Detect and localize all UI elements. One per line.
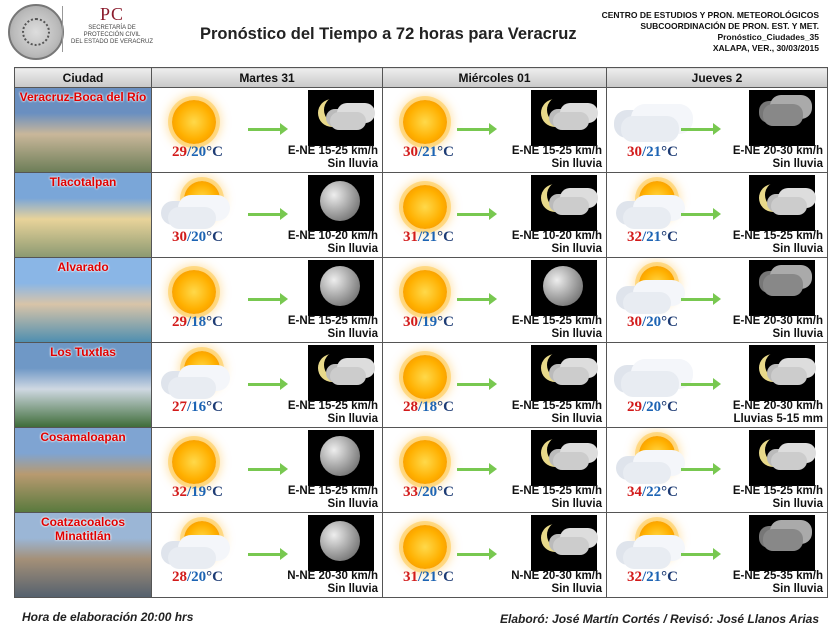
- temp-min: 21: [646, 229, 662, 245]
- temp-unit: °C: [437, 399, 455, 415]
- sun-icon: [162, 94, 226, 150]
- full-moon-icon: [320, 181, 360, 221]
- temp-unit: °C: [661, 399, 679, 415]
- sun-icon: [403, 270, 447, 314]
- table-row: [15, 173, 828, 258]
- temp-min: 20: [422, 484, 438, 500]
- table-row: [15, 343, 828, 428]
- logo-pc-text: PC: [99, 4, 125, 24]
- wind-text: E-NE 15-25 km/h: [511, 485, 602, 497]
- cloud-icon: [617, 94, 681, 150]
- rain-text: Sin lluvia: [772, 158, 823, 170]
- wind-text: E-NE 15-25 km/h: [732, 230, 823, 242]
- cloud-icon: [168, 547, 216, 569]
- wind-forecast: [733, 485, 823, 511]
- temp-unit: °C: [661, 484, 679, 500]
- temp-max: 32: [172, 484, 187, 500]
- rain-text: Sin lluvia: [772, 243, 823, 255]
- rain-text: Sin lluvia: [772, 583, 823, 595]
- rain-text: Lluvias 5-15 mm: [733, 413, 823, 425]
- night-cloud-icon: [553, 537, 589, 555]
- temp-slash: /: [642, 144, 647, 160]
- wind-text: E-NE 15-25 km/h: [287, 315, 378, 327]
- arrow-icon: [681, 128, 715, 131]
- temp-unit: °C: [661, 314, 679, 330]
- arrow-icon: [248, 128, 282, 131]
- arrow-icon: [681, 298, 715, 301]
- forecast-cell: [607, 513, 828, 598]
- moon-cloud-night-icon: [308, 90, 374, 146]
- temp-min: 22: [646, 484, 662, 500]
- temp-slash: /: [418, 229, 423, 245]
- temp-max: 32: [627, 229, 642, 245]
- temperature: [172, 144, 223, 161]
- column-header-day: Miércoles 01: [383, 68, 607, 88]
- logo-org-line: SECRETARÍA DE: [88, 25, 136, 31]
- wind-forecast: [288, 230, 378, 256]
- rain-text: Sin lluvia: [327, 158, 378, 170]
- sun-icon: [393, 94, 457, 150]
- moon-night-icon: [308, 175, 374, 231]
- temp-max: 30: [403, 314, 418, 330]
- wind-forecast: [512, 400, 602, 426]
- cloud-icon: [623, 207, 671, 229]
- sun-icon: [162, 434, 226, 490]
- arrow-icon: [681, 213, 715, 216]
- sun-cloud-icon: [617, 264, 681, 320]
- temp-min: 16: [191, 399, 207, 415]
- city-name: Cosamaloapan: [40, 430, 126, 444]
- moon-cloud-night-icon: [531, 430, 597, 486]
- temp-slash: /: [642, 314, 647, 330]
- temp-min: 20: [646, 314, 662, 330]
- city-name: Minatitlán: [55, 529, 111, 543]
- forecast-cell: [607, 173, 828, 258]
- wind-forecast: [288, 400, 378, 426]
- forecast-cell: [152, 513, 383, 598]
- rain-text: Sin lluvia: [327, 583, 378, 595]
- temp-unit: °C: [206, 399, 224, 415]
- temp-unit: °C: [661, 569, 679, 585]
- temp-unit: °C: [661, 144, 679, 160]
- temp-max: 33: [403, 484, 418, 500]
- sun-icon: [393, 519, 457, 575]
- forecast-cell: [383, 173, 607, 258]
- temp-unit: °C: [206, 314, 224, 330]
- sun-icon: [403, 440, 447, 484]
- table-row: [15, 513, 828, 598]
- cloud-icon: [623, 292, 671, 314]
- rain-text: Sin lluvia: [551, 158, 602, 170]
- wind-text: E-NE 10-20 km/h: [511, 230, 602, 242]
- logo-org-line: DEL ESTADO DE VERACRUZ: [70, 39, 153, 45]
- arrow-icon: [681, 383, 715, 386]
- institution-line: XALAPA, VER., 30/03/2015: [712, 43, 819, 53]
- city-name: Veracruz-Boca del Río: [19, 90, 147, 104]
- sun-icon: [393, 349, 457, 405]
- temp-min: 21: [422, 569, 438, 585]
- temp-max: 30: [627, 144, 642, 160]
- temp-slash: /: [418, 399, 423, 415]
- temp-max: 30: [627, 314, 642, 330]
- temp-slash: /: [187, 144, 192, 160]
- forecast-cell: [383, 258, 607, 343]
- temp-max: 31: [403, 229, 418, 245]
- temperature: [403, 484, 454, 501]
- arrow-icon: [457, 128, 491, 131]
- temperature: [403, 144, 454, 161]
- cloud-icon: [621, 116, 679, 142]
- temp-slash: /: [418, 484, 423, 500]
- temperature: [627, 229, 678, 246]
- temperature: [627, 314, 678, 331]
- wind-forecast: [511, 570, 602, 596]
- city-cell: [15, 428, 152, 513]
- sun-cloud-icon: [162, 349, 226, 405]
- temperature: [172, 569, 223, 586]
- wind-text: E-NE 25-35 km/h: [732, 570, 823, 582]
- temp-max: 29: [172, 144, 187, 160]
- wind-text: N-NE 20-30 km/h: [287, 570, 378, 582]
- night-cloud-icon: [553, 112, 589, 130]
- temperature: [172, 229, 223, 246]
- table-header-row: [15, 68, 828, 88]
- temp-slash: /: [187, 314, 192, 330]
- temp-unit: °C: [437, 229, 455, 245]
- arrow-icon: [248, 553, 282, 556]
- rain-text: Sin lluvia: [551, 328, 602, 340]
- forecast-cell: [152, 258, 383, 343]
- arrow-icon: [457, 553, 491, 556]
- wind-forecast: [733, 145, 823, 171]
- temp-slash: /: [187, 484, 192, 500]
- moon-cloud-night-icon: [531, 90, 597, 146]
- temp-unit: °C: [437, 314, 455, 330]
- institution-line: Pronóstico_Ciudades_35: [717, 32, 819, 42]
- temperature: [627, 569, 678, 586]
- night-cloud-icon: [771, 452, 807, 470]
- arrow-icon: [248, 298, 282, 301]
- city-name: Los Tuxtlas: [50, 345, 116, 359]
- temp-slash: /: [187, 569, 192, 585]
- rain-text: Sin lluvia: [772, 328, 823, 340]
- table-row: [15, 88, 828, 173]
- rain-text: Sin lluvia: [327, 243, 378, 255]
- temp-min: 21: [646, 569, 662, 585]
- authors-credit: Elaboró: José Martín Cortés / Revisó: José Llanos Arias: [500, 612, 819, 626]
- wind-forecast: [288, 485, 378, 511]
- wind-forecast: [512, 230, 602, 256]
- veracruz-seal-icon: [8, 4, 64, 60]
- temperature: [172, 484, 223, 501]
- temp-slash: /: [642, 569, 647, 585]
- wind-forecast: [287, 570, 378, 596]
- night-cloud-icon: [553, 367, 589, 385]
- wind-forecast: [733, 400, 823, 426]
- forecast-cell: [152, 88, 383, 173]
- column-header-day: Martes 31: [152, 68, 383, 88]
- city-cell: [15, 173, 152, 258]
- moon-cloud-night-icon: [531, 345, 597, 401]
- wind-forecast: [288, 145, 378, 171]
- sun-icon: [393, 434, 457, 490]
- temp-max: 30: [403, 144, 418, 160]
- temp-slash: /: [642, 484, 647, 500]
- temp-min: 20: [191, 229, 207, 245]
- temperature: [403, 399, 454, 416]
- forecast-cell: [607, 343, 828, 428]
- temp-min: 20: [191, 144, 207, 160]
- arrow-icon: [457, 298, 491, 301]
- logo-divider: [62, 6, 63, 52]
- sun-cloud-icon: [617, 434, 681, 490]
- temp-unit: °C: [206, 144, 224, 160]
- wind-text: E-NE 15-25 km/h: [287, 400, 378, 412]
- temp-min: 21: [422, 144, 438, 160]
- forecast-cell: [152, 343, 383, 428]
- table-row: [15, 258, 828, 343]
- arrow-icon: [681, 553, 715, 556]
- temp-min: 18: [422, 399, 438, 415]
- wind-forecast: [512, 485, 602, 511]
- moon-cloud-night-icon: [531, 515, 597, 571]
- temp-min: 20: [646, 399, 662, 415]
- full-moon-icon: [320, 266, 360, 306]
- institution-line: CENTRO DE ESTUDIOS Y PRON. METEOROLÓGICOS: [601, 10, 819, 20]
- wind-forecast: [288, 315, 378, 341]
- temp-min: 21: [422, 229, 438, 245]
- city-cell: [15, 343, 152, 428]
- rain-text: Sin lluvia: [327, 328, 378, 340]
- sun-icon: [403, 100, 447, 144]
- city-cell: [15, 88, 152, 173]
- arrow-icon: [457, 468, 491, 471]
- logo-org-line: PROTECCIÓN CIVIL: [83, 32, 141, 38]
- temperature: [627, 399, 678, 416]
- temp-slash: /: [187, 399, 192, 415]
- column-header-city: Ciudad: [15, 68, 152, 88]
- rain-text: Sin lluvia: [551, 413, 602, 425]
- dark-cloud-night-icon: [749, 515, 815, 571]
- moon-cloud-night-icon: [749, 175, 815, 231]
- arrow-icon: [457, 383, 491, 386]
- temperature: [403, 569, 454, 586]
- dark-cloud-icon: [763, 274, 803, 296]
- page-title: Pronóstico del Tiempo a 72 horas para Veracruz: [200, 25, 577, 43]
- wind-text: E-NE 20-30 km/h: [732, 400, 823, 412]
- moon-night-icon: [308, 515, 374, 571]
- wind-text: E-NE 15-25 km/h: [511, 145, 602, 157]
- wind-text: E-NE 15-25 km/h: [287, 485, 378, 497]
- sun-cloud-icon: [617, 519, 681, 575]
- rain-text: Sin lluvia: [551, 243, 602, 255]
- arrow-icon: [248, 213, 282, 216]
- sun-cloud-icon: [162, 179, 226, 235]
- temp-max: 28: [172, 569, 187, 585]
- cloud-icon: [168, 377, 216, 399]
- arrow-icon: [248, 383, 282, 386]
- wind-text: E-NE 15-25 km/h: [511, 315, 602, 327]
- night-cloud-icon: [330, 112, 366, 130]
- full-moon-icon: [320, 436, 360, 476]
- sun-icon: [403, 185, 447, 229]
- moon-night-icon: [308, 430, 374, 486]
- cloud-icon: [623, 462, 671, 484]
- sun-cloud-icon: [162, 519, 226, 575]
- sun-cloud-icon: [617, 179, 681, 235]
- moon-cloud-night-icon: [749, 430, 815, 486]
- temperature: [403, 314, 454, 331]
- rain-text: Sin lluvia: [772, 498, 823, 510]
- dark-cloud-night-icon: [749, 90, 815, 146]
- temp-max: 32: [627, 569, 642, 585]
- temp-unit: °C: [661, 229, 679, 245]
- moon-cloud-night-icon: [749, 345, 815, 401]
- temp-min: 21: [646, 144, 662, 160]
- forecast-cell: [383, 88, 607, 173]
- moon-night-icon: [531, 260, 597, 316]
- temperature: [627, 484, 678, 501]
- wind-text: E-NE 15-25 km/h: [287, 145, 378, 157]
- night-cloud-icon: [771, 197, 807, 215]
- arrow-icon: [248, 468, 282, 471]
- temp-slash: /: [642, 399, 647, 415]
- temp-slash: /: [187, 229, 192, 245]
- forecast-cell: [607, 258, 828, 343]
- arrow-icon: [681, 468, 715, 471]
- rain-text: Sin lluvia: [551, 583, 602, 595]
- institution-line: SUBCOORDINACIÓN DE PRON. EST. Y MET.: [640, 21, 819, 31]
- night-cloud-icon: [553, 197, 589, 215]
- night-cloud-icon: [771, 367, 807, 385]
- cloud-icon: [623, 547, 671, 569]
- night-cloud-icon: [330, 367, 366, 385]
- sun-icon: [172, 270, 216, 314]
- elaboration-time: Hora de elaboración 20:00 hrs: [22, 610, 194, 624]
- city-name: Alvarado: [57, 260, 109, 274]
- temp-max: 27: [172, 399, 187, 415]
- sun-icon: [393, 179, 457, 235]
- dark-cloud-night-icon: [749, 260, 815, 316]
- temp-slash: /: [418, 569, 423, 585]
- city-cell: [15, 258, 152, 343]
- temp-slash: /: [642, 229, 647, 245]
- cloud-icon: [621, 371, 679, 397]
- wind-text: N-NE 20-30 km/h: [511, 570, 602, 582]
- rain-text: Sin lluvia: [327, 498, 378, 510]
- temp-max: 34: [627, 484, 642, 500]
- sun-icon: [393, 264, 457, 320]
- temp-max: 31: [403, 569, 418, 585]
- city-cell: [15, 513, 152, 598]
- institution-block: [602, 10, 819, 54]
- temp-unit: °C: [206, 569, 224, 585]
- temp-unit: °C: [206, 229, 224, 245]
- temp-unit: °C: [437, 569, 455, 585]
- sun-icon: [403, 525, 447, 569]
- forecast-cell: [383, 343, 607, 428]
- full-moon-icon: [320, 521, 360, 561]
- temp-min: 18: [191, 314, 207, 330]
- cloud-icon: [168, 207, 216, 229]
- temp-max: 28: [403, 399, 418, 415]
- temp-unit: °C: [437, 484, 455, 500]
- temp-slash: /: [418, 144, 423, 160]
- moon-cloud-night-icon: [531, 175, 597, 231]
- wind-forecast: [512, 315, 602, 341]
- column-header-day: Jueves 2: [607, 68, 828, 88]
- temperature: [627, 144, 678, 161]
- sun-icon: [172, 100, 216, 144]
- dark-cloud-icon: [763, 529, 803, 551]
- full-moon-icon: [543, 266, 583, 306]
- wind-forecast: [733, 570, 823, 596]
- forecast-cell: [607, 428, 828, 513]
- sun-icon: [403, 355, 447, 399]
- cloud-icon: [617, 349, 681, 405]
- wind-text: E-NE 15-25 km/h: [511, 400, 602, 412]
- temp-max: 29: [627, 399, 642, 415]
- wind-text: E-NE 20-30 km/h: [732, 145, 823, 157]
- rain-text: Sin lluvia: [327, 413, 378, 425]
- page-header: [0, 0, 833, 66]
- arrow-icon: [457, 213, 491, 216]
- temperature: [403, 229, 454, 246]
- forecast-table: [14, 67, 828, 598]
- temp-min: 20: [191, 569, 207, 585]
- temperature: [172, 314, 223, 331]
- temp-slash: /: [418, 314, 423, 330]
- wind-forecast: [512, 145, 602, 171]
- night-cloud-icon: [553, 452, 589, 470]
- forecast-cell: [383, 428, 607, 513]
- rain-text: Sin lluvia: [551, 498, 602, 510]
- wind-text: E-NE 15-25 km/h: [732, 485, 823, 497]
- city-name: Coatzacoalcos: [40, 515, 126, 529]
- sun-icon: [162, 264, 226, 320]
- table-row: [15, 428, 828, 513]
- forecast-cell: [152, 428, 383, 513]
- wind-forecast: [733, 315, 823, 341]
- temp-unit: °C: [206, 484, 224, 500]
- wind-forecast: [733, 230, 823, 256]
- forecast-cell: [607, 88, 828, 173]
- temp-max: 30: [172, 229, 187, 245]
- city-name: Tlacotalpan: [49, 175, 117, 189]
- moon-cloud-night-icon: [308, 345, 374, 401]
- proteccion-civil-logo: [66, 4, 158, 56]
- temperature: [172, 399, 223, 416]
- temp-unit: °C: [437, 144, 455, 160]
- temp-min: 19: [191, 484, 207, 500]
- wind-text: E-NE 20-30 km/h: [732, 315, 823, 327]
- dark-cloud-icon: [763, 104, 803, 126]
- temp-min: 19: [422, 314, 438, 330]
- sun-icon: [172, 440, 216, 484]
- temp-max: 29: [172, 314, 187, 330]
- wind-text: E-NE 10-20 km/h: [287, 230, 378, 242]
- forecast-cell: [152, 173, 383, 258]
- forecast-cell: [383, 513, 607, 598]
- moon-night-icon: [308, 260, 374, 316]
